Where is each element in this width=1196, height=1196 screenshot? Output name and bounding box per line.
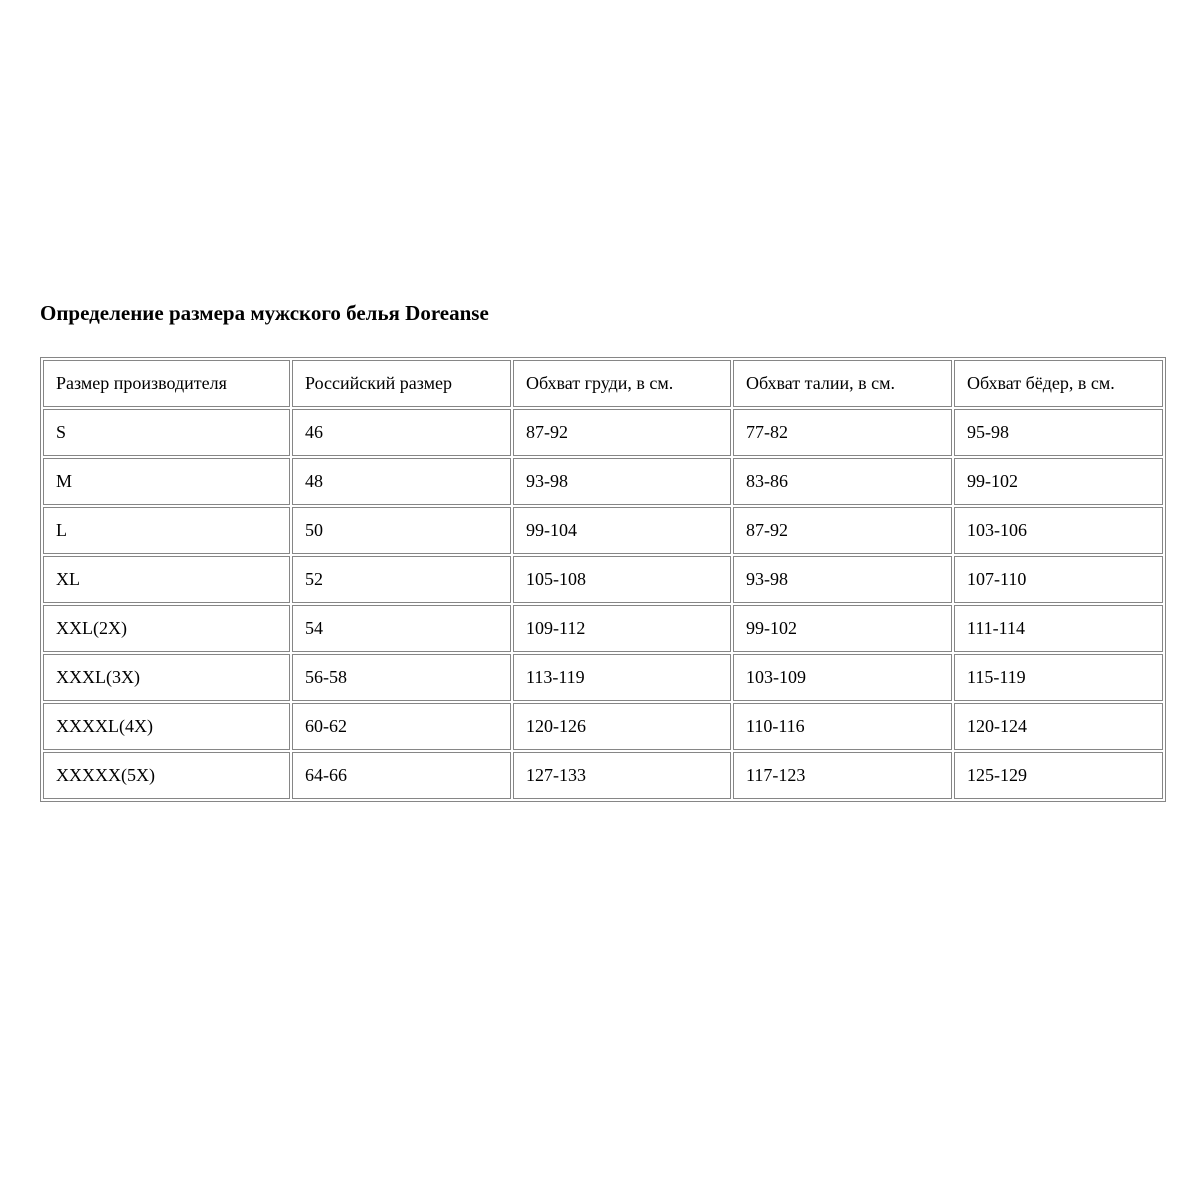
table-cell: XXXXL(4X) bbox=[43, 703, 290, 750]
table-cell: 99-104 bbox=[513, 507, 731, 554]
table-cell: 120-124 bbox=[954, 703, 1163, 750]
table-row bbox=[43, 654, 1163, 701]
table-cell: 87-92 bbox=[733, 507, 952, 554]
table-cell: 60-62 bbox=[292, 703, 511, 750]
table-cell: 93-98 bbox=[733, 556, 952, 603]
table-cell: 127-133 bbox=[513, 752, 731, 799]
table-cell: 46 bbox=[292, 409, 511, 456]
header-cell: Размер производителя bbox=[43, 360, 290, 407]
table-cell: 107-110 bbox=[954, 556, 1163, 603]
table-cell: 99-102 bbox=[733, 605, 952, 652]
table-cell: XXXL(3X) bbox=[43, 654, 290, 701]
table-cell: L bbox=[43, 507, 290, 554]
table-cell: 120-126 bbox=[513, 703, 731, 750]
table-cell: S bbox=[43, 409, 290, 456]
table-row bbox=[43, 752, 1163, 799]
table-cell: 95-98 bbox=[954, 409, 1163, 456]
page-title: Определение размера мужского белья Doreanse bbox=[40, 301, 489, 325]
size-table bbox=[40, 357, 1166, 802]
table-cell: XXL(2X) bbox=[43, 605, 290, 652]
table-cell: 125-129 bbox=[954, 752, 1163, 799]
table-cell: 93-98 bbox=[513, 458, 731, 505]
table-row bbox=[43, 507, 1163, 554]
table-cell: 105-108 bbox=[513, 556, 731, 603]
table-cell: 87-92 bbox=[513, 409, 731, 456]
table-row bbox=[43, 556, 1163, 603]
header-cell: Обхват груди, в см. bbox=[513, 360, 731, 407]
table-cell: 115-119 bbox=[954, 654, 1163, 701]
table-cell: 111-114 bbox=[954, 605, 1163, 652]
table-cell: 103-109 bbox=[733, 654, 952, 701]
table-row bbox=[43, 458, 1163, 505]
table-row bbox=[43, 703, 1163, 750]
table-cell: 99-102 bbox=[954, 458, 1163, 505]
table-cell: 117-123 bbox=[733, 752, 952, 799]
header-cell: Обхват бёдер, в см. bbox=[954, 360, 1163, 407]
table-cell: M bbox=[43, 458, 290, 505]
table-cell: 64-66 bbox=[292, 752, 511, 799]
table-cell: 50 bbox=[292, 507, 511, 554]
table-cell: XL bbox=[43, 556, 290, 603]
header-cell: Обхват талии, в см. bbox=[733, 360, 952, 407]
table-cell: 56-58 bbox=[292, 654, 511, 701]
table-cell: 48 bbox=[292, 458, 511, 505]
table-cell: 103-106 bbox=[954, 507, 1163, 554]
table-cell: XXXXX(5X) bbox=[43, 752, 290, 799]
header-cell: Российский размер bbox=[292, 360, 511, 407]
table-cell: 54 bbox=[292, 605, 511, 652]
table-cell: 77-82 bbox=[733, 409, 952, 456]
table-row bbox=[43, 605, 1163, 652]
size-table-body bbox=[43, 360, 1163, 799]
table-row bbox=[43, 409, 1163, 456]
table-cell: 52 bbox=[292, 556, 511, 603]
header-row bbox=[43, 360, 1163, 407]
table-cell: 83-86 bbox=[733, 458, 952, 505]
table-cell: 110-116 bbox=[733, 703, 952, 750]
table-cell: 109-112 bbox=[513, 605, 731, 652]
table-cell: 113-119 bbox=[513, 654, 731, 701]
